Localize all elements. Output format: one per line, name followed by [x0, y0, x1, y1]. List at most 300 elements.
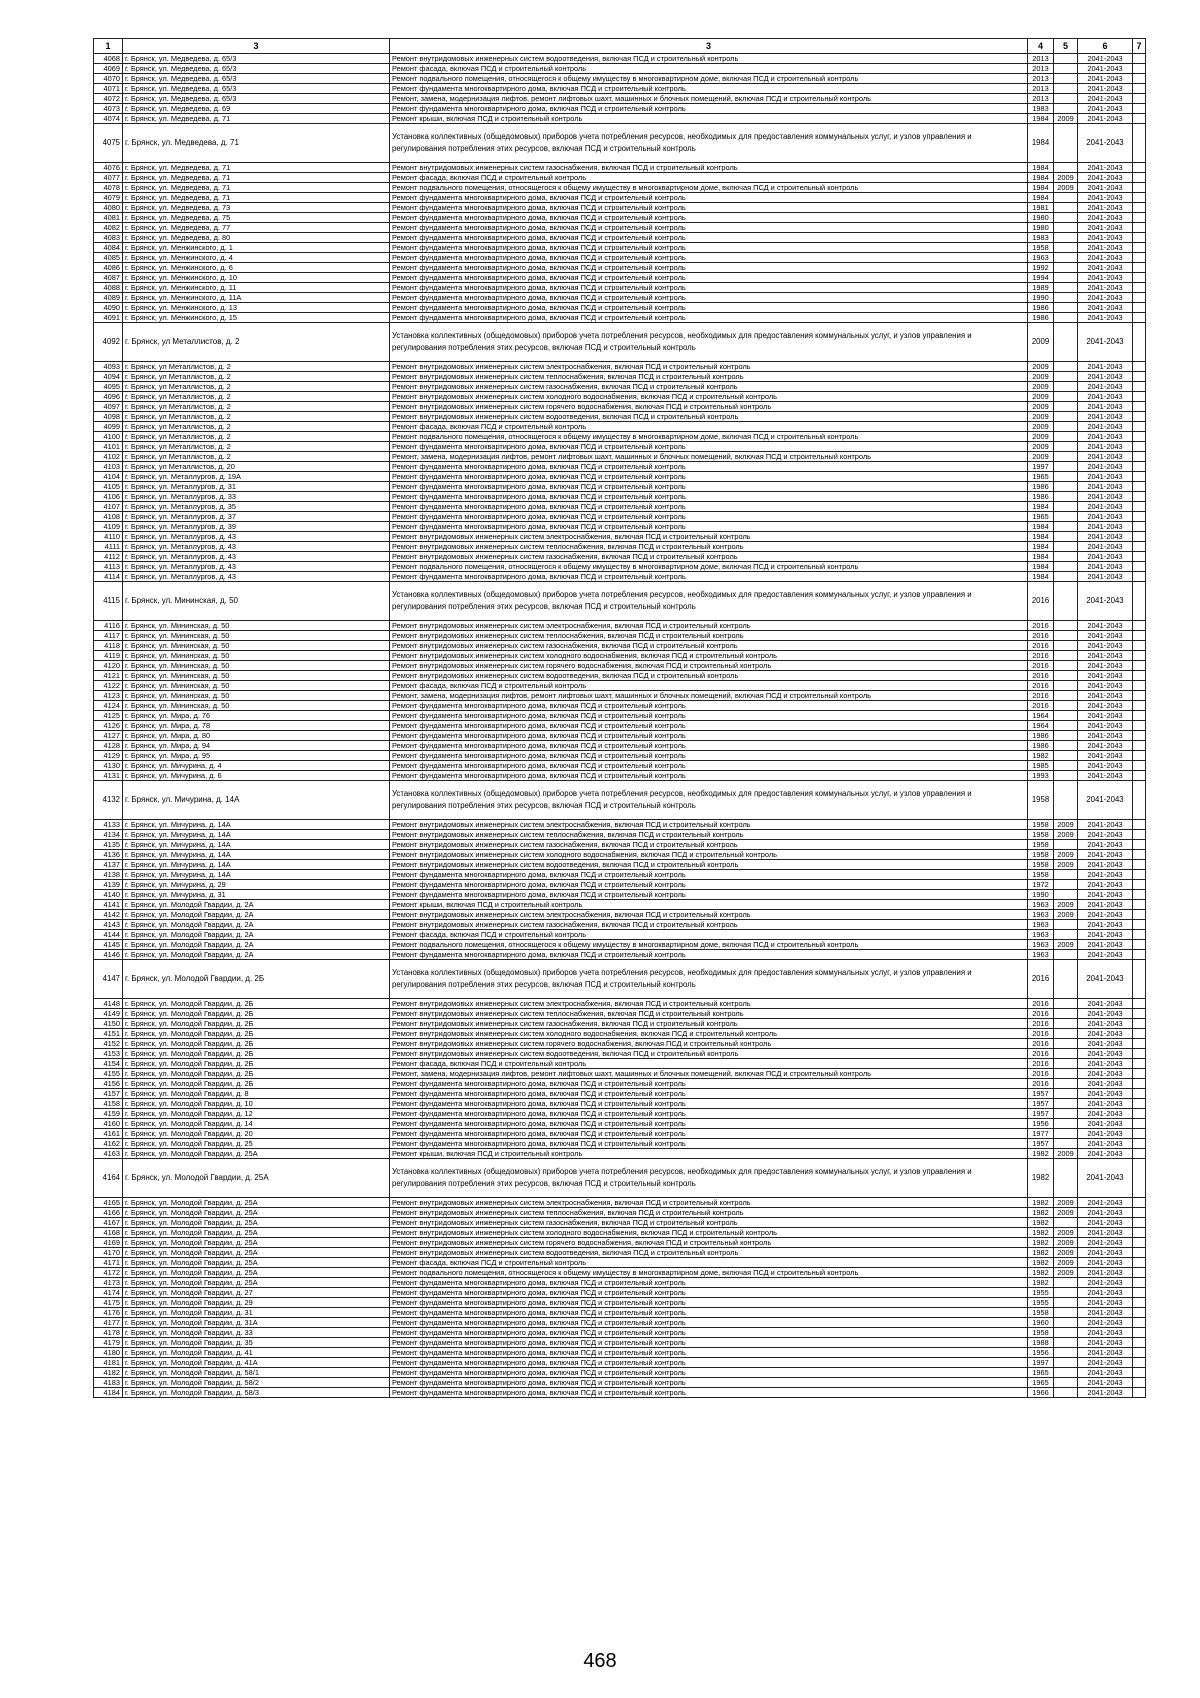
cell-work-type: Ремонт фундамента многоквартирного дома, включая ПСД и строительный контроль — [390, 502, 1028, 512]
table-row — [94, 1388, 1146, 1398]
cell-year-last-repair: 2009 — [1054, 860, 1078, 870]
cell-year-built: 2016 — [1028, 1059, 1054, 1069]
cell-row-number: 4173 — [94, 1278, 123, 1288]
cell-note — [1133, 1089, 1146, 1099]
cell-note — [1133, 1059, 1146, 1069]
cell-row-number: 4171 — [94, 1258, 123, 1268]
cell-year-last-repair — [1054, 542, 1078, 552]
cell-year-last-repair — [1054, 1029, 1078, 1039]
cell-year-last-repair — [1054, 1328, 1078, 1338]
cell-work-type: Ремонт внутридомовых инженерных систем теплоснабжения, включая ПСД и строительный контроль — [390, 542, 1028, 552]
cell-year-built: 1988 — [1028, 1338, 1054, 1348]
cell-address: г. Брянск, ул. Медведева, д. 65/3 — [123, 84, 390, 94]
cell-work-type: Ремонт крыши, включая ПСД и строительный контроль — [390, 1149, 1028, 1159]
cell-note — [1133, 372, 1146, 382]
cell-planned-period: 2041-2043 — [1078, 422, 1133, 432]
cell-year-built: 1964 — [1028, 711, 1054, 721]
cell-planned-period: 2041-2043 — [1078, 233, 1133, 243]
cell-year-last-repair — [1054, 1139, 1078, 1149]
cell-planned-period: 2041-2043 — [1078, 1238, 1133, 1248]
cell-work-type: Ремонт внутридомовых инженерных систем холодного водоснабжения, включая ПСД и строительный контроль — [390, 651, 1028, 661]
cell-work-type: Ремонт фундамента многоквартирного дома, включая ПСД и строительный контроль — [390, 1358, 1028, 1368]
cell-note — [1133, 283, 1146, 293]
cell-address: г. Брянск, ул. Мичурина, д. 14А — [123, 830, 390, 840]
cell-year-built: 2016 — [1028, 960, 1054, 999]
table-row — [94, 1238, 1146, 1248]
cell-note — [1133, 1009, 1146, 1019]
cell-note — [1133, 1099, 1146, 1109]
table-row — [94, 731, 1146, 741]
cell-address: г. Брянск, ул. Молодой Гвардии, д. 58/1 — [123, 1368, 390, 1378]
cell-year-built: 1982 — [1028, 1268, 1054, 1278]
table-row — [94, 552, 1146, 562]
cell-address: г. Брянск, ул. Молодой Гвардии, д. 31А — [123, 1318, 390, 1328]
cell-year-last-repair — [1054, 462, 1078, 472]
cell-year-last-repair — [1054, 303, 1078, 313]
cell-year-last-repair — [1054, 452, 1078, 462]
cell-work-type: Ремонт, замена, модернизация лифтов, ремонт лифтовых шахт, машинных и блочных помещений, включая ПСД и строительный контроль — [390, 452, 1028, 462]
cell-planned-period: 2041-2043 — [1078, 193, 1133, 203]
cell-year-built: 1986 — [1028, 303, 1054, 313]
table-row — [94, 1248, 1146, 1258]
cell-planned-period: 2041-2043 — [1078, 492, 1133, 502]
cell-address: г. Брянск, ул. Мира, д. 80 — [123, 731, 390, 741]
cell-address: г. Брянск, ул Металлистов, д. 2 — [123, 422, 390, 432]
cell-row-number: 4081 — [94, 213, 123, 223]
cell-note — [1133, 84, 1146, 94]
cell-address: г. Брянск, ул. Молодой Гвардии, д. 2Б — [123, 1059, 390, 1069]
cell-row-number: 4069 — [94, 64, 123, 74]
cell-note — [1133, 950, 1146, 960]
table-row — [94, 362, 1146, 372]
cell-work-type: Ремонт внутридомовых инженерных систем горячего водоснабжения, включая ПСД и строительный контроль — [390, 1238, 1028, 1248]
cell-address: г. Брянск, ул. Молодой Гвардии, д. 25А — [123, 1268, 390, 1278]
cell-year-built: 1984 — [1028, 193, 1054, 203]
cell-planned-period: 2041-2043 — [1078, 402, 1133, 412]
cell-work-type: Ремонт внутридомовых инженерных систем теплоснабжения, включая ПСД и строительный контроль — [390, 1009, 1028, 1019]
cell-work-type: Ремонт фундамента многоквартирного дома, включая ПСД и строительный контроль — [390, 84, 1028, 94]
cell-year-built: 1965 — [1028, 1368, 1054, 1378]
cell-year-last-repair — [1054, 960, 1078, 999]
cell-note — [1133, 1228, 1146, 1238]
cell-year-last-repair — [1054, 362, 1078, 372]
cell-year-last-repair — [1054, 1019, 1078, 1029]
cell-work-type: Ремонт фасада, включая ПСД и строительный контроль — [390, 930, 1028, 940]
cell-address: г. Брянск, ул Металлистов, д. 20 — [123, 462, 390, 472]
cell-work-type: Ремонт крыши, включая ПСД и строительный контроль — [390, 900, 1028, 910]
cell-work-type: Ремонт внутридомовых инженерных систем электроснабжения, включая ПСД и строительный контроль — [390, 1198, 1028, 1208]
table-row — [94, 402, 1146, 412]
cell-row-number: 4176 — [94, 1308, 123, 1318]
cell-row-number: 4170 — [94, 1248, 123, 1258]
cell-year-built: 2016 — [1028, 641, 1054, 651]
table-row — [94, 74, 1146, 84]
table-row — [94, 562, 1146, 572]
cell-work-type: Ремонт внутридомовых инженерных систем холодного водоснабжения, включая ПСД и строительный контроль — [390, 850, 1028, 860]
cell-work-type: Ремонт фундамента многоквартирного дома, включая ПСД и строительный контроль — [390, 472, 1028, 482]
cell-address: г. Брянск, ул Металлистов, д. 2 — [123, 382, 390, 392]
cell-row-number: 4143 — [94, 920, 123, 930]
cell-year-last-repair: 2009 — [1054, 1258, 1078, 1268]
table-row — [94, 1059, 1146, 1069]
cell-note — [1133, 1139, 1146, 1149]
table-row — [94, 372, 1146, 382]
cell-year-last-repair — [1054, 1308, 1078, 1318]
cell-work-type: Ремонт, замена, модернизация лифтов, ремонт лифтовых шахт, машинных и блочных помещений, включая ПСД и строительный контроль — [390, 94, 1028, 104]
cell-planned-period: 2041-2043 — [1078, 651, 1133, 661]
cell-address: г. Брянск, ул. Мичурина, д. 29 — [123, 880, 390, 890]
cell-year-built: 1984 — [1028, 572, 1054, 582]
cell-year-built: 1984 — [1028, 522, 1054, 532]
cell-planned-period: 2041-2043 — [1078, 203, 1133, 213]
cell-planned-period: 2041-2043 — [1078, 114, 1133, 124]
cell-row-number: 4166 — [94, 1208, 123, 1218]
cell-address: г. Брянск, ул. Менжинского, д. 15 — [123, 313, 390, 323]
table-row — [94, 1049, 1146, 1059]
table-row — [94, 173, 1146, 183]
cell-year-built: 2016 — [1028, 1029, 1054, 1039]
cell-year-last-repair — [1054, 382, 1078, 392]
cell-address: г. Брянск, ул. Молодой Гвардии, д. 2Б — [123, 1069, 390, 1079]
cell-note — [1133, 1248, 1146, 1258]
cell-year-last-repair — [1054, 731, 1078, 741]
cell-planned-period: 2041-2043 — [1078, 631, 1133, 641]
cell-address: г. Брянск, ул. Молодой Гвардии, д. 25А — [123, 1238, 390, 1248]
cell-year-last-repair: 2009 — [1054, 1198, 1078, 1208]
cell-year-last-repair — [1054, 492, 1078, 502]
cell-row-number: 4105 — [94, 482, 123, 492]
cell-year-built: 1982 — [1028, 1278, 1054, 1288]
cell-row-number: 4151 — [94, 1029, 123, 1039]
cell-note — [1133, 900, 1146, 910]
cell-note — [1133, 472, 1146, 482]
cell-row-number: 4128 — [94, 741, 123, 751]
table-row — [94, 1198, 1146, 1208]
cell-work-type: Ремонт фундамента многоквартирного дома, включая ПСД и строительный контроль — [390, 880, 1028, 890]
cell-note — [1133, 74, 1146, 84]
cell-year-built: 1981 — [1028, 203, 1054, 213]
cell-year-built: 1965 — [1028, 1378, 1054, 1388]
cell-row-number: 4119 — [94, 651, 123, 661]
cell-address: г. Брянск, ул. Мичурина, д. 6 — [123, 771, 390, 781]
cell-note — [1133, 1338, 1146, 1348]
cell-planned-period: 2041-2043 — [1078, 1338, 1133, 1348]
cell-work-type: Ремонт фундамента многоквартирного дома, включая ПСД и строительный контроль — [390, 1278, 1028, 1288]
cell-year-built: 2009 — [1028, 392, 1054, 402]
cell-note — [1133, 382, 1146, 392]
cell-note — [1133, 1019, 1146, 1029]
cell-planned-period: 2041-2043 — [1078, 562, 1133, 572]
cell-work-type: Ремонт, замена, модернизация лифтов, ремонт лифтовых шахт, машинных и блочных помещений, включая ПСД и строительный контроль — [390, 691, 1028, 701]
cell-note — [1133, 761, 1146, 771]
cell-year-built: 1958 — [1028, 830, 1054, 840]
cell-year-last-repair — [1054, 64, 1078, 74]
table-row — [94, 1258, 1146, 1268]
cell-year-last-repair — [1054, 582, 1078, 621]
cell-row-number: 4165 — [94, 1198, 123, 1208]
cell-address: г. Брянск, ул. Менжинского, д. 10 — [123, 273, 390, 283]
cell-year-last-repair — [1054, 930, 1078, 940]
cell-address: г. Брянск, ул. Молодой Гвардии, д. 2А — [123, 940, 390, 950]
cell-work-type: Ремонт внутридомовых инженерных систем холодного водоснабжения, включая ПСД и строительный контроль — [390, 392, 1028, 402]
cell-note — [1133, 701, 1146, 711]
cell-note — [1133, 492, 1146, 502]
cell-address: г. Брянск, ул. Медведева, д. 71 — [123, 114, 390, 124]
table-row — [94, 1119, 1146, 1129]
cell-year-last-repair — [1054, 681, 1078, 691]
cell-planned-period: 2041-2043 — [1078, 751, 1133, 761]
cell-year-last-repair — [1054, 402, 1078, 412]
cell-row-number: 4106 — [94, 492, 123, 502]
cell-row-number: 4078 — [94, 183, 123, 193]
cell-work-type: Ремонт фундамента многоквартирного дома, включая ПСД и строительный контроль — [390, 213, 1028, 223]
cell-work-type: Ремонт внутридомовых инженерных систем горячего водоснабжения, включая ПСД и строительный контроль — [390, 661, 1028, 671]
cell-note — [1133, 253, 1146, 263]
cell-year-last-repair — [1054, 880, 1078, 890]
cell-address: г. Брянск, ул. Медведева, д. 71 — [123, 163, 390, 173]
cell-year-last-repair — [1054, 293, 1078, 303]
table-row — [94, 203, 1146, 213]
cell-row-number: 4168 — [94, 1228, 123, 1238]
cell-year-built: 1984 — [1028, 173, 1054, 183]
cell-row-number: 4146 — [94, 950, 123, 960]
cell-row-number: 4079 — [94, 193, 123, 203]
cell-year-built: 1982 — [1028, 1208, 1054, 1218]
cell-year-built: 1984 — [1028, 114, 1054, 124]
cell-row-number: 4138 — [94, 870, 123, 880]
cell-year-last-repair: 2009 — [1054, 173, 1078, 183]
cell-row-number: 4182 — [94, 1368, 123, 1378]
cell-address: г. Брянск, ул. Молодой Гвардии, д. 2А — [123, 920, 390, 930]
cell-address: г. Брянск, ул. Металлургов, д. 31 — [123, 482, 390, 492]
table-row — [94, 850, 1146, 860]
cell-address: г. Брянск, ул. Молодой Гвардии, д. 8 — [123, 1089, 390, 1099]
cell-note — [1133, 502, 1146, 512]
cell-year-last-repair — [1054, 263, 1078, 273]
cell-work-type: Ремонт фундамента многоквартирного дома, включая ПСД и строительный контроль — [390, 701, 1028, 711]
table-row — [94, 1079, 1146, 1089]
cell-year-last-repair — [1054, 1009, 1078, 1019]
cell-year-last-repair — [1054, 392, 1078, 402]
cell-address: г. Брянск, ул Металлистов, д. 2 — [123, 372, 390, 382]
cell-planned-period: 2041-2043 — [1078, 1388, 1133, 1398]
cell-year-built: 2013 — [1028, 54, 1054, 64]
cell-address: г. Брянск, ул. Молодой Гвардии, д. 25А — [123, 1278, 390, 1288]
cell-year-built: 2016 — [1028, 691, 1054, 701]
table-row — [94, 542, 1146, 552]
cell-planned-period: 2041-2043 — [1078, 1019, 1133, 1029]
cell-year-last-repair — [1054, 920, 1078, 930]
cell-note — [1133, 402, 1146, 412]
cell-address: г. Брянск, ул. Мининская, д. 50 — [123, 621, 390, 631]
table-row — [94, 761, 1146, 771]
cell-work-type: Ремонт фундамента многоквартирного дома, включая ПСД и строительный контроль — [390, 522, 1028, 532]
cell-year-last-repair: 2009 — [1054, 850, 1078, 860]
cell-row-number: 4155 — [94, 1069, 123, 1079]
cell-address: г. Брянск, ул. Медведева, д. 71 — [123, 183, 390, 193]
cell-planned-period: 2041-2043 — [1078, 104, 1133, 114]
cell-address: г. Брянск, ул. Медведева, д. 69 — [123, 104, 390, 114]
cell-work-type: Ремонт внутридомовых инженерных систем газоснабжения, включая ПСД и строительный контроль — [390, 382, 1028, 392]
cell-year-built: 1957 — [1028, 1099, 1054, 1109]
column-header-6: 6 — [1078, 39, 1133, 54]
cell-planned-period: 2041-2043 — [1078, 930, 1133, 940]
table-row — [94, 920, 1146, 930]
cell-address: г. Брянск, ул Металлистов, д. 2 — [123, 402, 390, 412]
cell-note — [1133, 54, 1146, 64]
cell-address: г. Брянск, ул. Мичурина, д. 4 — [123, 761, 390, 771]
cell-planned-period: 2041-2043 — [1078, 532, 1133, 542]
cell-address: г. Брянск, ул. Молодой Гвардии, д. 25А — [123, 1248, 390, 1258]
cell-address: г. Брянск, ул. Мира, д. 95 — [123, 751, 390, 761]
cell-planned-period: 2041-2043 — [1078, 900, 1133, 910]
cell-address: г. Брянск, ул. Менжинского, д. 13 — [123, 303, 390, 313]
cell-row-number: 4109 — [94, 522, 123, 532]
cell-planned-period: 2041-2043 — [1078, 392, 1133, 402]
cell-year-built: 1958 — [1028, 860, 1054, 870]
cell-row-number: 4104 — [94, 472, 123, 482]
cell-planned-period: 2041-2043 — [1078, 830, 1133, 840]
cell-note — [1133, 621, 1146, 631]
cell-row-number: 4115 — [94, 582, 123, 621]
cell-row-number: 4130 — [94, 761, 123, 771]
cell-work-type: Ремонт подвального помещения, относящегося к общему имуществу в многоквартирном доме, включая ПСД и строительный контроль — [390, 562, 1028, 572]
cell-planned-period: 2041-2043 — [1078, 731, 1133, 741]
cell-address: г. Брянск, ул. Молодой Гвардии, д. 2Б — [123, 1019, 390, 1029]
cell-note — [1133, 412, 1146, 422]
cell-note — [1133, 681, 1146, 691]
cell-work-type: Ремонт подвального помещения, относящегося к общему имуществу в многоквартирном доме, включая ПСД и строительный контроль — [390, 940, 1028, 950]
cell-row-number: 4137 — [94, 860, 123, 870]
cell-year-last-repair — [1054, 1338, 1078, 1348]
cell-work-type: Ремонт фасада, включая ПСД и строительный контроль — [390, 64, 1028, 74]
cell-address: г. Брянск, ул. Молодой Гвардии, д. 2А — [123, 910, 390, 920]
cell-row-number: 4161 — [94, 1129, 123, 1139]
cell-note — [1133, 522, 1146, 532]
cell-year-last-repair — [1054, 283, 1078, 293]
cell-planned-period: 2041-2043 — [1078, 1049, 1133, 1059]
cell-address: г. Брянск, ул. Мининская, д. 50 — [123, 631, 390, 641]
cell-note — [1133, 223, 1146, 233]
cell-year-built: 2009 — [1028, 452, 1054, 462]
cell-address: г. Брянск, ул. Молодой Гвардии, д. 14 — [123, 1119, 390, 1129]
cell-planned-period: 2041-2043 — [1078, 950, 1133, 960]
cell-row-number: 4157 — [94, 1089, 123, 1099]
cell-year-last-repair — [1054, 482, 1078, 492]
table-row — [94, 422, 1146, 432]
cell-row-number: 4144 — [94, 930, 123, 940]
cell-planned-period: 2041-2043 — [1078, 910, 1133, 920]
cell-row-number: 4095 — [94, 382, 123, 392]
cell-work-type: Ремонт фундамента многоквартирного дома, включая ПСД и строительный контроль — [390, 950, 1028, 960]
cell-planned-period: 2041-2043 — [1078, 502, 1133, 512]
cell-address: г. Брянск, ул. Молодой Гвардии, д. 33 — [123, 1328, 390, 1338]
cell-year-last-repair — [1054, 631, 1078, 641]
cell-planned-period: 2041-2043 — [1078, 582, 1133, 621]
cell-address: г. Брянск, ул. Молодой Гвардии, д. 41А — [123, 1358, 390, 1368]
cell-year-last-repair — [1054, 422, 1078, 432]
cell-note — [1133, 1149, 1146, 1159]
table-row — [94, 840, 1146, 850]
table-row — [94, 860, 1146, 870]
cell-row-number: 4184 — [94, 1388, 123, 1398]
cell-note — [1133, 303, 1146, 313]
cell-year-built: 2009 — [1028, 442, 1054, 452]
cell-year-built: 2016 — [1028, 701, 1054, 711]
table-row — [94, 711, 1146, 721]
cell-year-last-repair — [1054, 691, 1078, 701]
cell-note — [1133, 183, 1146, 193]
cell-planned-period: 2041-2043 — [1078, 621, 1133, 631]
cell-planned-period: 2041-2043 — [1078, 999, 1133, 1009]
cell-planned-period: 2041-2043 — [1078, 940, 1133, 950]
cell-address: г. Брянск, ул. Молодой Гвардии, д. 10 — [123, 1099, 390, 1109]
cell-year-built: 1958 — [1028, 850, 1054, 860]
table-row — [94, 114, 1146, 124]
table-row — [94, 104, 1146, 114]
cell-planned-period: 2041-2043 — [1078, 542, 1133, 552]
cell-address: г. Брянск, ул. Молодой Гвардии, д. 2Б — [123, 1049, 390, 1059]
cell-year-built: 1965 — [1028, 512, 1054, 522]
table-row — [94, 382, 1146, 392]
cell-year-built: 1990 — [1028, 293, 1054, 303]
cell-year-built: 1958 — [1028, 820, 1054, 830]
cell-year-last-repair: 2009 — [1054, 1248, 1078, 1258]
table-row — [94, 1288, 1146, 1298]
table-row — [94, 999, 1146, 1009]
cell-work-type: Ремонт фундамента многоквартирного дома, включая ПСД и строительный контроль — [390, 1368, 1028, 1378]
cell-address: г. Брянск, ул. Мининская, д. 50 — [123, 681, 390, 691]
cell-work-type: Ремонт внутридомовых инженерных систем газоснабжения, включая ПСД и строительный контроль — [390, 552, 1028, 562]
cell-row-number: 4156 — [94, 1079, 123, 1089]
cell-address: г. Брянск, ул. Мининская, д. 50 — [123, 691, 390, 701]
cell-row-number: 4120 — [94, 661, 123, 671]
cell-note — [1133, 482, 1146, 492]
cell-planned-period: 2041-2043 — [1078, 860, 1133, 870]
cell-planned-period: 2041-2043 — [1078, 820, 1133, 830]
cell-work-type: Ремонт крыши, включая ПСД и строительный контроль — [390, 114, 1028, 124]
column-header-3: 3 — [390, 39, 1028, 54]
cell-planned-period: 2041-2043 — [1078, 303, 1133, 313]
cell-address: г. Брянск, ул. Мичурина, д. 14А — [123, 840, 390, 850]
cell-year-last-repair — [1054, 54, 1078, 64]
cell-year-last-repair — [1054, 572, 1078, 582]
cell-year-last-repair — [1054, 104, 1078, 114]
cell-year-built: 1982 — [1028, 751, 1054, 761]
cell-work-type: Ремонт фундамента многоквартирного дома, включая ПСД и строительный контроль — [390, 512, 1028, 522]
table-row — [94, 293, 1146, 303]
table-row — [94, 1338, 1146, 1348]
cell-note — [1133, 532, 1146, 542]
cell-row-number: 4084 — [94, 243, 123, 253]
cell-note — [1133, 582, 1146, 621]
cell-note — [1133, 930, 1146, 940]
cell-work-type: Ремонт фундамента многоквартирного дома, включая ПСД и строительный контроль — [390, 442, 1028, 452]
cell-year-last-repair — [1054, 781, 1078, 820]
cell-year-last-repair — [1054, 1059, 1078, 1069]
cell-address: г. Брянск, ул. Мичурина, д. 14А — [123, 870, 390, 880]
cell-planned-period: 2041-2043 — [1078, 512, 1133, 522]
cell-year-last-repair — [1054, 651, 1078, 661]
cell-year-last-repair — [1054, 522, 1078, 532]
table-row — [94, 1208, 1146, 1218]
cell-planned-period: 2041-2043 — [1078, 74, 1133, 84]
cell-row-number: 4141 — [94, 900, 123, 910]
cell-planned-period: 2041-2043 — [1078, 671, 1133, 681]
cell-address: г. Брянск, ул. Медведева, д. 75 — [123, 213, 390, 223]
cell-year-built: 1957 — [1028, 1139, 1054, 1149]
cell-address: г. Брянск, ул. Молодой Гвардии, д. 25А — [123, 1149, 390, 1159]
